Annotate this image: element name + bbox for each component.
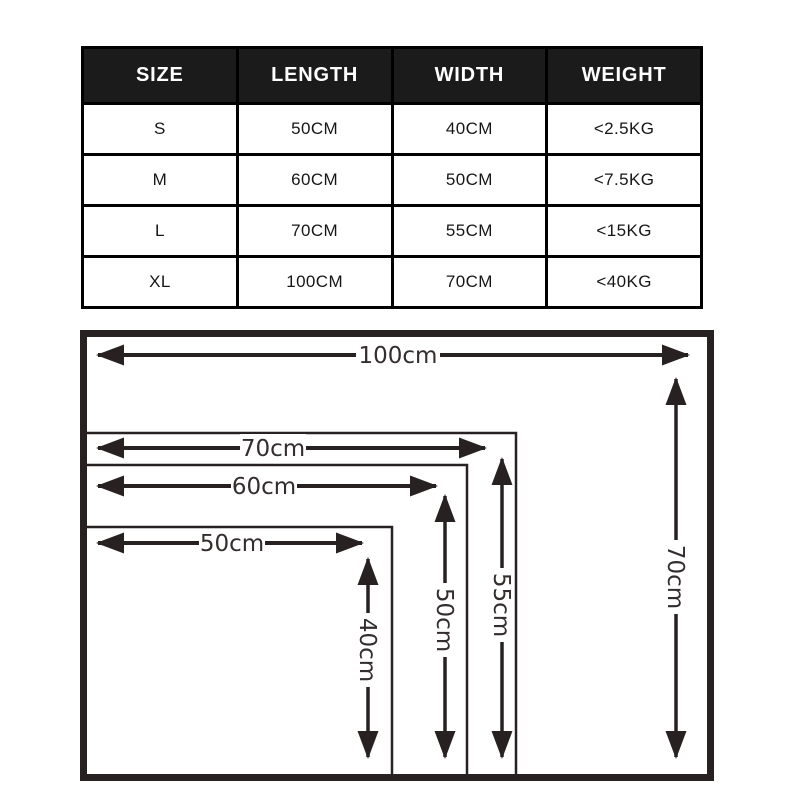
header-size: SIZE [83,48,238,104]
header-width: WIDTH [392,48,547,104]
cell-length: 50CM [237,104,392,155]
cell-weight: <40KG [547,257,702,308]
size-table [81,46,703,309]
length-label-60cm: 60cm [231,474,297,500]
size-table-header-row [83,48,702,104]
header-weight: WEIGHT [547,48,702,104]
cell-size: M [83,155,238,206]
width-label-40cm: 40cm [354,617,380,683]
length-label-70cm: 70cm [240,436,306,462]
dimension-diagram [80,330,720,800]
table-row [83,257,702,308]
cell-width: 55CM [392,206,547,257]
cell-width: 50CM [392,155,547,206]
cell-length: 100CM [237,257,392,308]
width-label-55cm: 55cm [488,572,514,638]
cell-weight: <2.5KG [547,104,702,155]
length-label-100cm: 100cm [358,343,438,369]
size-table-grid [81,46,703,309]
width-label-70cm: 70cm [662,544,688,610]
cell-size: L [83,206,238,257]
diagram-outer-box [84,334,711,778]
cell-length: 70CM [237,206,392,257]
length-label-50cm: 50cm [199,531,265,557]
cell-size: XL [83,257,238,308]
cell-length: 60CM [237,155,392,206]
table-row [83,155,702,206]
cell-weight: <7.5KG [547,155,702,206]
header-length: LENGTH [237,48,392,104]
width-label-50cm: 50cm [431,587,457,653]
cell-weight: <15KG [547,206,702,257]
table-row [83,206,702,257]
table-row [83,104,702,155]
cell-width: 40CM [392,104,547,155]
cell-size: S [83,104,238,155]
cell-width: 70CM [392,257,547,308]
